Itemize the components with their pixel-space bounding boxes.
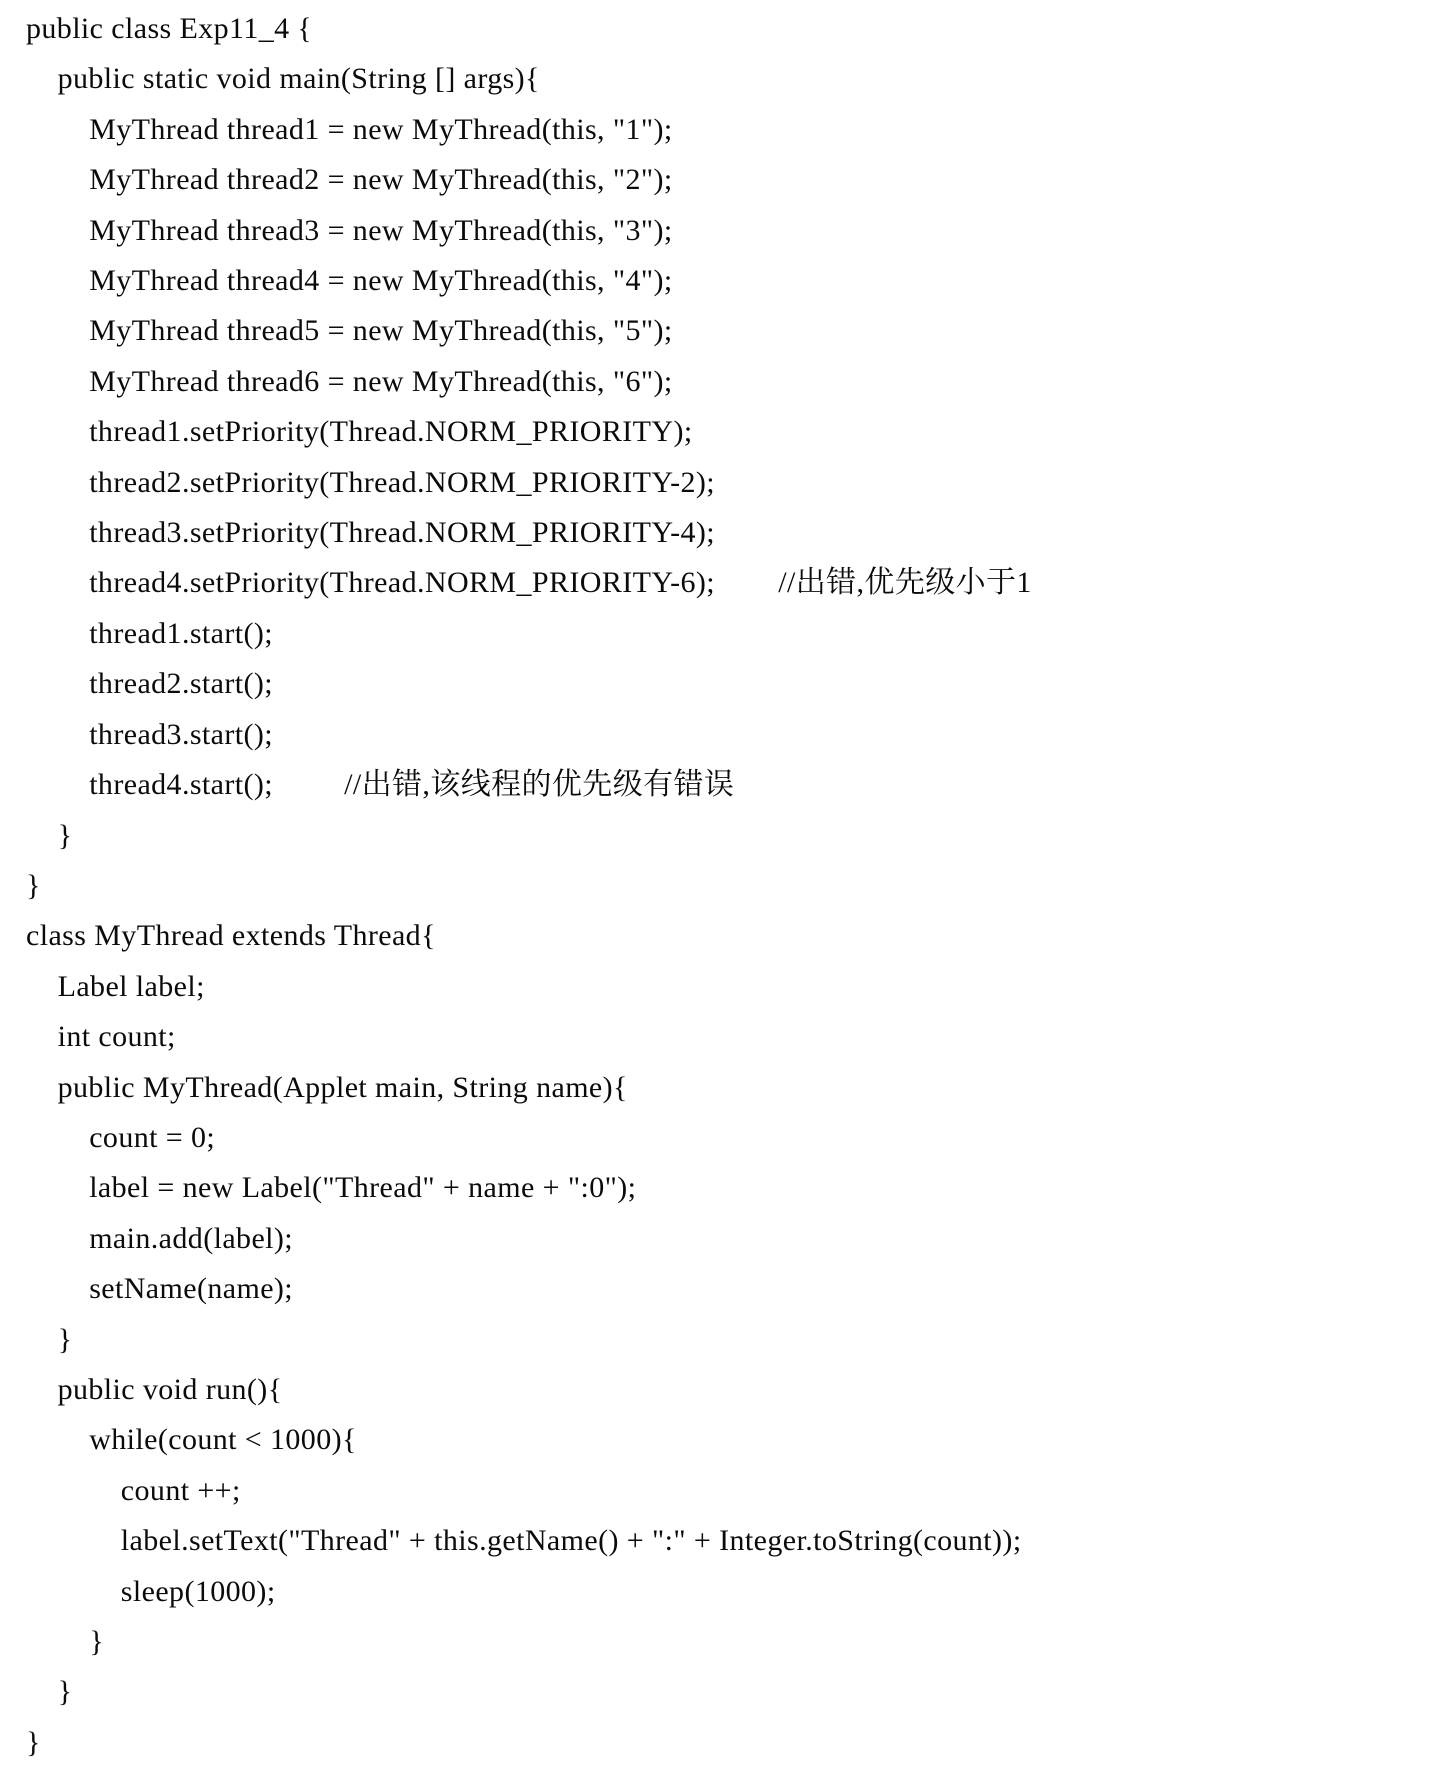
code-text: thread4.start(); [26, 768, 274, 802]
code-text: thread2.start(); [26, 667, 274, 701]
code-line [26, 4, 1425, 54]
code-text: setName(name); [26, 1272, 294, 1306]
code-text: public class Exp11_4 { [26, 12, 313, 45]
code-text: count ++; [26, 1473, 241, 1507]
code-text: MyThread thread3 = new MyThread(this, "3"); [26, 213, 673, 247]
code-line [26, 1365, 1425, 1415]
code-text: label = new Label("Thread" + name + ":0"); [26, 1171, 637, 1205]
code-text: label.setText("Thread" + this.getName() + ":" + Integer.toString(count)); [26, 1524, 1022, 1558]
code-line [26, 911, 1425, 961]
code-line [26, 256, 1425, 306]
code-line [26, 760, 1425, 810]
code-line [26, 962, 1425, 1012]
code-line [26, 1415, 1425, 1465]
code-text: int count; [26, 1020, 176, 1054]
code-comment: //出错,优先级小于1 [715, 566, 1032, 600]
code-line [26, 458, 1425, 508]
code-line [26, 861, 1425, 911]
code-text: thread1.setPriority(Thread.NORM_PRIORITY); [26, 415, 693, 449]
code-line [26, 407, 1425, 457]
code-line [26, 1163, 1425, 1213]
code-text: } [26, 818, 73, 852]
code-line [26, 659, 1425, 709]
code-line [26, 1617, 1425, 1667]
code-line [26, 54, 1425, 104]
code-text: MyThread thread5 = new MyThread(this, "5"); [26, 314, 673, 348]
code-text: main.add(label); [26, 1221, 294, 1255]
code-line [26, 357, 1425, 407]
code-text: } [26, 1675, 73, 1709]
code-text: thread3.start(); [26, 717, 274, 751]
code-text: } [26, 868, 41, 902]
code-text: MyThread thread1 = new MyThread(this, "1"); [26, 112, 673, 146]
code-line [26, 811, 1425, 861]
code-text: class MyThread extends Thread{ [26, 919, 436, 953]
code-text: sleep(1000); [26, 1574, 276, 1608]
code-line [26, 1063, 1425, 1113]
code-line [26, 1113, 1425, 1163]
code-text: thread2.setPriority(Thread.NORM_PRIORITY-2); [26, 465, 716, 499]
code-line [26, 1466, 1425, 1516]
code-text: public void run(){ [26, 1372, 283, 1406]
code-line [26, 710, 1425, 760]
code-line [26, 1667, 1425, 1717]
code-line [26, 1567, 1425, 1617]
code-line [26, 1264, 1425, 1314]
code-line [26, 105, 1425, 155]
code-line [26, 609, 1425, 659]
code-text: } [26, 1625, 104, 1658]
code-line [26, 1012, 1425, 1062]
code-line [26, 1516, 1425, 1566]
code-line [26, 1315, 1425, 1365]
code-text: MyThread thread6 = new MyThread(this, "6"); [26, 364, 673, 398]
code-text: public static void main(String [] args){ [26, 62, 540, 96]
code-line [26, 508, 1425, 558]
code-line [26, 1718, 1425, 1768]
code-text: } [26, 1725, 41, 1759]
code-text: public MyThread(Applet main, String name){ [26, 1070, 628, 1104]
code-text: while(count < 1000){ [26, 1423, 357, 1457]
code-text: Label label; [26, 969, 205, 1003]
code-line [26, 558, 1425, 608]
code-line [26, 155, 1425, 205]
code-line [26, 306, 1425, 356]
code-text: count = 0; [26, 1120, 216, 1154]
code-text: thread1.start(); [26, 616, 274, 650]
code-text: MyThread thread2 = new MyThread(this, "2"); [26, 163, 673, 197]
code-text: } [26, 1322, 73, 1356]
code-text: thread3.setPriority(Thread.NORM_PRIORITY-4); [26, 516, 716, 550]
code-text: thread4.setPriority(Thread.NORM_PRIORITY-6); [26, 566, 716, 600]
code-line [26, 1214, 1425, 1264]
code-line [26, 206, 1425, 256]
code-comment: //出错,该线程的优先级有错误 [273, 768, 735, 802]
code-text: MyThread thread4 = new MyThread(this, "4"); [26, 264, 673, 298]
